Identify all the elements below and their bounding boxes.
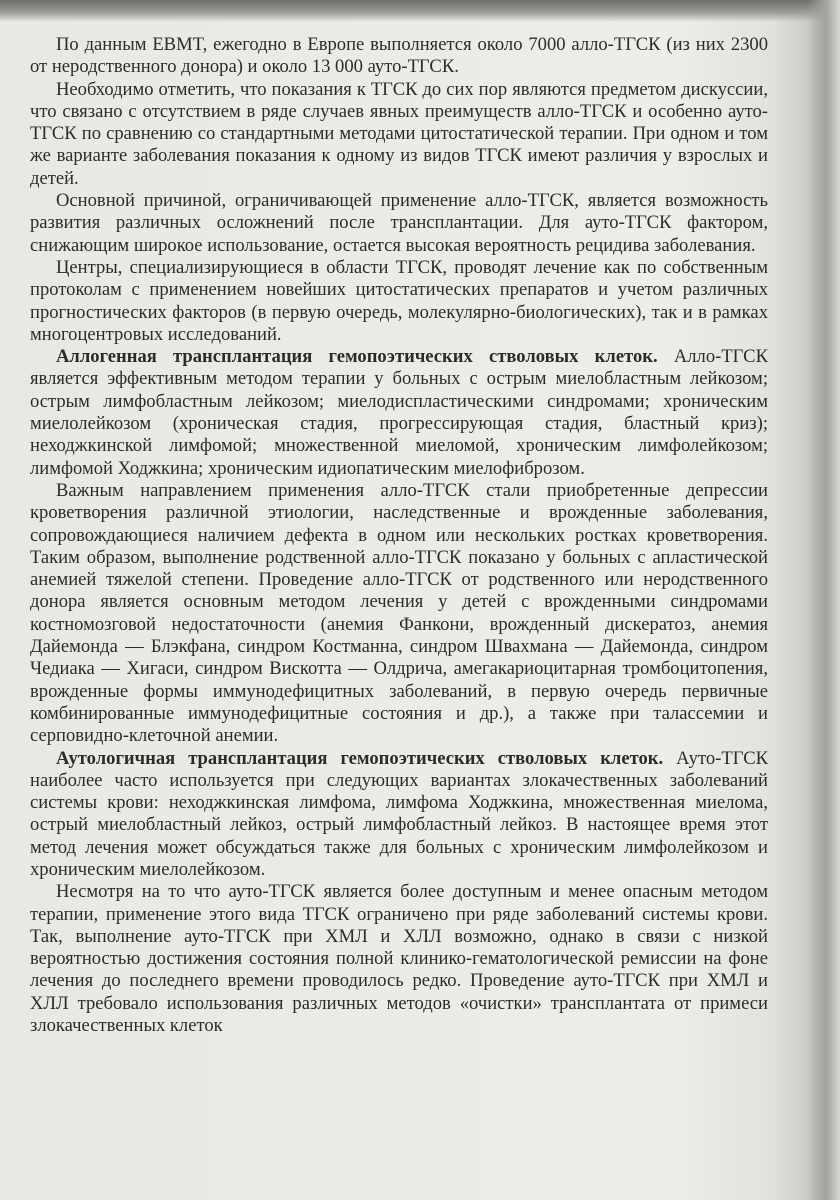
paragraph-indications-discussion: Необходимо отметить, что показания к ТГСК до сих пор являются предметом дискуссии, что связано с отсутствием в ряде случаев явных преимуществ алло-ТГСК и особенно ауто-ТГСК по сравнению со стандартными методами цитостатической терапии. При одном и том же варианте заболевания показания к одному из видов ТГСК имеют различия у взрослых и детей.	[30, 78, 768, 189]
paragraph-autologous	[30, 748, 768, 882]
paragraph-auto-limitations: Несмотря на то что ауто-ТГСК является более доступным и менее опасным методом терапии, применение этого вида ТГСК ограничено при ряде заболеваний системы крови. Так, выполнение ауто-ТГСК при ХМЛ и ХЛЛ возможно, однако в связи с низкой вероятностью достижения состояния полной клинико-гематологической ремиссии на фоне лечения до последнего времени проводилось редко. Проведение ауто-ТГСК при ХМЛ и ХЛЛ требовало использования различных методов «очистки» трансплантата от примеси злокачественных клеток	[30, 881, 768, 1037]
autologous-heading: Аутологичная трансплантация гемопоэтических стволовых клеток.	[56, 747, 664, 769]
paragraph-allogeneic	[30, 346, 768, 480]
paragraph-acquired-inherited: Важным направлением применения алло-ТГСК стали приобретенные депрессии кроветворения различной этиологии, наследственные и врожденные заболевания, сопровождающиеся наличием дефекта в одном или нескольких ростках кроветворения. Таким образом, выполнение родственной алло-ТГСК показано у больных с апластической анемией тяжелой степени. Проведение алло-ТГСК от родственного или неродственного донора является основным методом лечения у детей с врожденными синдромами костномозговой недостаточности (анемия Фанкони, врожденный дискератоз, анемия Дайемонда — Блэкфана, синдром Костманна, синдром Швахмана — Дайемонда, синдром Чедиака — Хигаси, синдром Вискотта — Олдрича, амегакариоцитарная тромбоцитопения, врожденные формы иммунодефицитных заболеваний, в первую очередь первичные комбинированные иммунодефицитные состояния и др.), а также при талассемии и серповидно-клеточной анемии.	[30, 479, 768, 747]
scan-shadow-top	[0, 0, 840, 22]
paragraph-centers-protocols: Центры, специализирующиеся в области ТГСК, проводят лечение как по собственным протоколам с применением новейших цитостатических препаратов и учетом различных прогностических факторов (в первую очередь, молекулярно-биологических), так и в рамках многоцентровых исследований.	[30, 256, 768, 345]
allogeneic-text: Алло-ТГСК является эффективным методом терапии у больных с острым миелобластным лейкозом; острым лимфобластным лейкозом; миелодиспластическими синдромами; хроническим миелолейкозом (хроническая стадия, прогрессирующая стадия, бластный криз); неходжкинской лимфомой; множественной миеломой, хроническим лимфолейкозом; лимфомой Ходжкина; хроническим идиопатическим миелофиброзом.	[30, 346, 768, 479]
paragraph-limitations: Основной причиной, ограничивающей применение алло-ТГСК, является возможность развития различных осложнений после трансплантации. Для ауто-ТГСК фактором, снижающим широкое использование, остается высокая вероятность рецидива заболевания.	[30, 190, 768, 256]
body-text	[30, 34, 768, 1037]
allogeneic-heading: Аллогенная трансплантация гемопоэтических стволовых клеток.	[56, 346, 658, 368]
paragraph-ebmt-stats: По данным EBMT, ежегодно в Европе выполняется около 7000 алло-ТГСК (из них 2300 от неродственного донора) и около 13 000 ауто-ТГСК.	[30, 34, 768, 78]
scan-shadow-right	[806, 0, 840, 1200]
autologous-text: Ауто-ТГСК наиболее часто используется при следующих вариантах злокачественных заболеваний системы крови: неходжкинская лимфома, лимфома Ходжкина, множественная миелома, острый миелобластный лейкоз, острый лимфобластный лейкоз. В настоящее время этот метод лечения может обсуждаться также для больных с хроническим лимфолейкозом и хроническим миелолейкозом.	[30, 747, 769, 880]
